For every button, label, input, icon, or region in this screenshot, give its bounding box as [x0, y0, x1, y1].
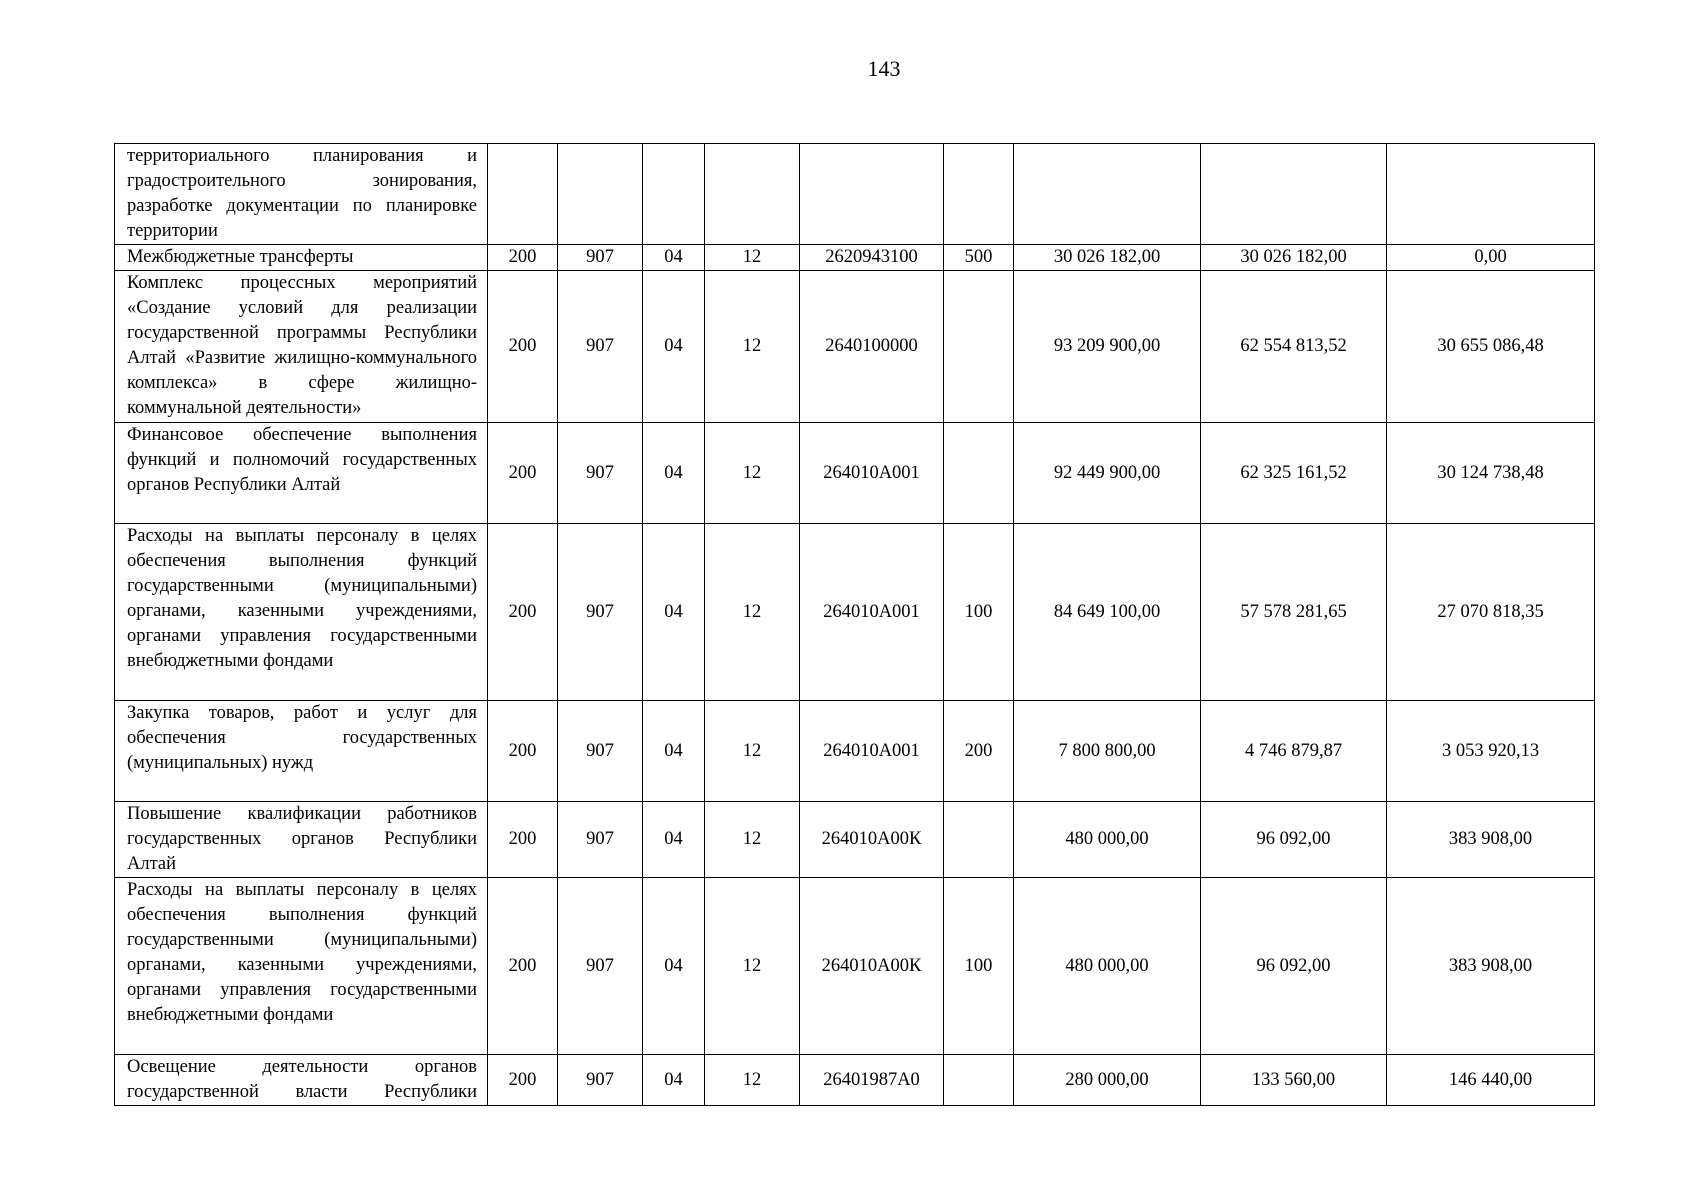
cell-code: 264010А001 [800, 701, 944, 802]
table-row [115, 1055, 1595, 1106]
cell-c2: 907 [558, 802, 643, 878]
cell-c1: 200 [488, 245, 558, 271]
cell-code: 2640100000 [800, 271, 944, 423]
row-description: Расходы на выплаты персоналу в целях обеспечения выполнения функций государственными (муниципальными) органами, казенными учреждениями, органами управления государственными внебюджетными фондами [115, 878, 488, 1055]
cell-vr [944, 144, 1014, 245]
cell-c3: 04 [643, 271, 705, 423]
page-number: 143 [867, 56, 901, 81]
cell-c1: 200 [488, 271, 558, 423]
cell-c2: 907 [558, 524, 643, 701]
cell-code [800, 144, 944, 245]
cell-vr [944, 423, 1014, 524]
table-row [115, 802, 1595, 878]
cell-c3: 04 [643, 878, 705, 1055]
cell-c4: 12 [705, 802, 800, 878]
cell-remainder: 383 908,00 [1387, 802, 1595, 878]
cell-c3: 04 [643, 245, 705, 271]
cell-executed: 96 092,00 [1201, 878, 1387, 1055]
cell-c4: 12 [705, 423, 800, 524]
cell-remainder: 383 908,00 [1387, 878, 1595, 1055]
table-row [115, 245, 1595, 271]
cell-executed: 30 026 182,00 [1201, 245, 1387, 271]
cell-executed: 96 092,00 [1201, 802, 1387, 878]
cell-plan: 480 000,00 [1014, 802, 1201, 878]
cell-code: 264010А001 [800, 524, 944, 701]
table-row [115, 423, 1595, 524]
table-row [115, 878, 1595, 1055]
cell-vr: 200 [944, 701, 1014, 802]
row-description: Закупка товаров, работ и услуг для обеспечения государственных (муниципальных) нужд [115, 701, 488, 802]
cell-vr: 100 [944, 878, 1014, 1055]
cell-c2: 907 [558, 271, 643, 423]
cell-remainder [1387, 144, 1595, 245]
cell-remainder: 146 440,00 [1387, 1055, 1595, 1106]
cell-executed: 57 578 281,65 [1201, 524, 1387, 701]
cell-c1: 200 [488, 878, 558, 1055]
cell-remainder: 30 655 086,48 [1387, 271, 1595, 423]
row-description: Финансовое обеспечение выполнения функций и полномочий государственных органов Республики Алтай [115, 423, 488, 524]
cell-code: 264010А001 [800, 423, 944, 524]
cell-c4: 12 [705, 271, 800, 423]
row-description: Повышение квалификации работников государственных органов Республики Алтай [115, 802, 488, 878]
cell-plan: 84 649 100,00 [1014, 524, 1201, 701]
cell-executed: 62 325 161,52 [1201, 423, 1387, 524]
cell-plan: 280 000,00 [1014, 1055, 1201, 1106]
cell-remainder: 30 124 738,48 [1387, 423, 1595, 524]
budget-table [114, 143, 1595, 1106]
cell-remainder: 0,00 [1387, 245, 1595, 271]
cell-remainder: 3 053 920,13 [1387, 701, 1595, 802]
cell-code: 264010А00К [800, 802, 944, 878]
cell-c4 [705, 144, 800, 245]
cell-executed: 62 554 813,52 [1201, 271, 1387, 423]
cell-plan [1014, 144, 1201, 245]
row-description: Межбюджетные трансферты [115, 245, 488, 271]
table-row [115, 144, 1595, 245]
cell-code: 264010А00К [800, 878, 944, 1055]
cell-c1 [488, 144, 558, 245]
cell-c3: 04 [643, 524, 705, 701]
row-description: Комплекс процессных мероприятий «Создание условий для реализации государственной программы Республики Алтай «Развитие жилищно-коммунального комплекса» в сфере жилищно-коммунальной деятельности» [115, 271, 488, 423]
cell-c2 [558, 144, 643, 245]
cell-vr [944, 1055, 1014, 1106]
cell-c3: 04 [643, 423, 705, 524]
cell-plan: 92 449 900,00 [1014, 423, 1201, 524]
cell-remainder: 27 070 818,35 [1387, 524, 1595, 701]
cell-code: 2620943100 [800, 245, 944, 271]
cell-executed [1201, 144, 1387, 245]
cell-vr [944, 271, 1014, 423]
table-row [115, 271, 1595, 423]
cell-c4: 12 [705, 524, 800, 701]
cell-plan: 30 026 182,00 [1014, 245, 1201, 271]
cell-c2: 907 [558, 1055, 643, 1106]
cell-c2: 907 [558, 878, 643, 1055]
cell-c1: 200 [488, 423, 558, 524]
cell-c1: 200 [488, 701, 558, 802]
row-description: территориального планирования и градостроительного зонирования, разработке документации по планировке территории [115, 144, 488, 245]
cell-c3: 04 [643, 1055, 705, 1106]
cell-c3: 04 [643, 701, 705, 802]
cell-plan: 7 800 800,00 [1014, 701, 1201, 802]
cell-plan: 480 000,00 [1014, 878, 1201, 1055]
row-description: Освещение деятельности органов государственной власти Республики [115, 1055, 488, 1106]
cell-c2: 907 [558, 245, 643, 271]
cell-executed: 4 746 879,87 [1201, 701, 1387, 802]
cell-plan: 93 209 900,00 [1014, 271, 1201, 423]
cell-c4: 12 [705, 1055, 800, 1106]
cell-c4: 12 [705, 245, 800, 271]
row-description: Расходы на выплаты персоналу в целях обеспечения выполнения функций государственными (муниципальными) органами, казенными учреждениями, органами управления государственными внебюджетными фондами [115, 524, 488, 701]
cell-c1: 200 [488, 802, 558, 878]
cell-c3 [643, 144, 705, 245]
cell-c4: 12 [705, 878, 800, 1055]
cell-c2: 907 [558, 423, 643, 524]
cell-c2: 907 [558, 701, 643, 802]
cell-code: 26401987А0 [800, 1055, 944, 1106]
cell-c3: 04 [643, 802, 705, 878]
cell-vr [944, 802, 1014, 878]
cell-vr: 500 [944, 245, 1014, 271]
table-row [115, 524, 1595, 701]
cell-c1: 200 [488, 1055, 558, 1106]
cell-vr: 100 [944, 524, 1014, 701]
cell-executed: 133 560,00 [1201, 1055, 1387, 1106]
cell-c4: 12 [705, 701, 800, 802]
cell-c1: 200 [488, 524, 558, 701]
table-row [115, 701, 1595, 802]
